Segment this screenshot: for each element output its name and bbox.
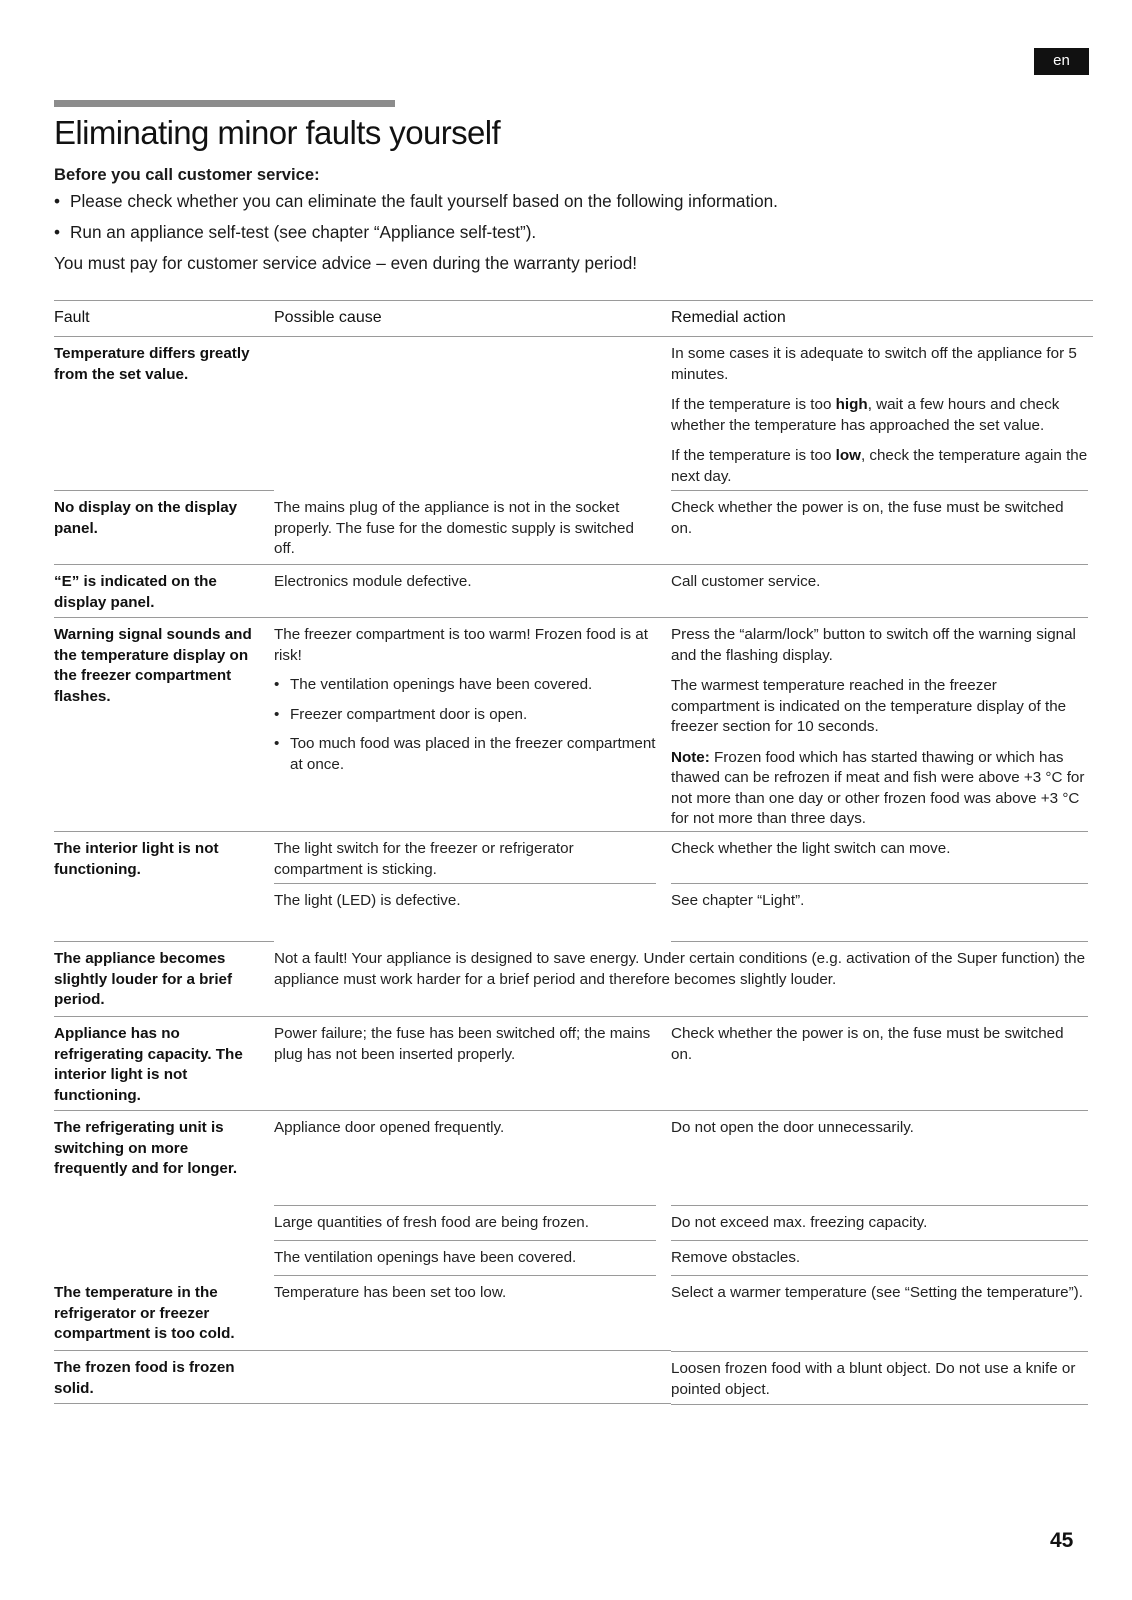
header-action: Remedial action — [671, 309, 786, 327]
cause-text: The light switch for the freezer or refrigerator compartment is sticking. — [274, 832, 656, 884]
action-cell — [671, 832, 1088, 942]
cause-bullet: • Too much food was placed in the freezer compartment at once. — [274, 734, 656, 775]
fault-cell: Warning signal sounds and the temperature display on the freezer compartment flashes. — [54, 618, 274, 832]
action-cell: Loosen frozen food with a blunt object. Do not use a knife or pointed object. — [671, 1351, 1088, 1405]
fault-table — [54, 300, 1093, 1405]
fault-cell: The temperature in the refrigerator or freezer compartment is too cold. — [54, 1276, 274, 1351]
fault-cell: The refrigerating unit is switching on more frequently and for longer. — [54, 1119, 238, 1177]
cause-cell: Power failure; the fuse has been switched off; the mains plug has not been inserted properly. — [274, 1017, 671, 1111]
table-row — [54, 337, 1093, 491]
table-header — [54, 300, 1093, 337]
language-badge: en — [1034, 48, 1089, 75]
fault-cell: The appliance becomes slightly louder for a brief period. — [54, 942, 274, 1017]
table-row — [54, 618, 1093, 832]
cause-cell — [274, 832, 671, 942]
action-text: If the temperature is too low, check the temperature again the next day. — [671, 447, 1088, 485]
cause-cell: Not a fault! Your appliance is designed to save energy. Under certain conditions (e.g. activation of the Super function) the appliance must work harder for a brief period and therefore becomes slightly louder. — [274, 942, 1088, 1017]
fault-cell: Temperature differs greatly from the set value. — [54, 337, 274, 491]
table-row — [54, 491, 1093, 565]
table-row — [54, 832, 1093, 942]
bullet-icon: • — [54, 191, 61, 211]
cause-text: Large quantities of fresh food are being frozen. — [274, 1206, 656, 1241]
action-text: In some cases it is adequate to switch off the appliance for 5 minutes. — [671, 345, 1077, 383]
intro-bullet-text: Run an appliance self-test (see chapter “Appliance self-test”). — [70, 222, 537, 242]
action-cell: Check whether the power is on, the fuse must be switched on. — [671, 491, 1088, 565]
intro-bullet — [54, 190, 1094, 212]
intro-section — [54, 164, 1094, 274]
cause-bullet: • Freezer compartment door is open. — [274, 705, 656, 726]
intro-lead: Before you call customer service: — [54, 165, 320, 184]
cause-bullet: • The ventilation openings have been covered. — [274, 675, 656, 696]
page-number: 45 — [1050, 1529, 1074, 1552]
table-row — [54, 1351, 1093, 1405]
title-rule — [54, 100, 395, 107]
cause-text: The light (LED) is defective. — [274, 892, 461, 909]
cause-text: The ventilation openings have been covered. — [274, 1241, 656, 1276]
bullet-icon: • — [274, 705, 280, 723]
note-text: Note: Frozen food which has started thawing or which has thawed can be refrozen if meat and fish were above +3 °C for not more than one day or other frozen food was above +3 °C for not more than three days. — [671, 748, 1085, 827]
fault-cell: Appliance has no refrigerating capacity. The interior light is not functioning. — [54, 1017, 274, 1111]
cause-cell — [274, 337, 671, 490]
fault-cell: No display on the display panel. — [54, 491, 274, 565]
action-cell — [671, 1111, 1088, 1276]
fault-cell: The interior light is not functioning. — [54, 832, 274, 942]
cause-cell — [274, 618, 671, 832]
action-text: If the temperature is too high, wait a few hours and check whether the temperature has approached the set value. — [671, 396, 1060, 434]
action-cell — [671, 618, 1088, 832]
action-text: Press the “alarm/lock” button to switch off the warning signal and the flashing display. — [671, 626, 1076, 664]
action-text: Do not open the door unnecessarily. — [671, 1111, 1088, 1206]
fault-cell: “E” is indicated on the display panel. — [54, 565, 274, 618]
header-cause: Possible cause — [274, 309, 382, 327]
table-row — [54, 1017, 1093, 1111]
action-text: Remove obstacles. — [671, 1241, 1088, 1276]
cause-cell — [274, 1351, 671, 1404]
header-fault: Fault — [54, 309, 90, 327]
intro-bullet-text: Please check whether you can eliminate the fault yourself based on the following information. — [70, 191, 778, 211]
bullet-icon: • — [274, 735, 280, 752]
action-text: The warmest temperature reached in the freezer compartment is indicated on the temperature display of the freezer section for 10 seconds. — [671, 677, 1067, 735]
cause-cell — [274, 1111, 671, 1276]
bullet-icon: • — [274, 676, 280, 693]
table-row — [54, 1276, 1093, 1351]
table-row — [54, 565, 1093, 618]
page-title: Eliminating minor faults yourself — [54, 114, 501, 151]
cause-cell: Electronics module defective. — [274, 565, 671, 618]
intro-note: You must pay for customer service advice – even during the warranty period! — [54, 253, 638, 273]
cause-text: The freezer compartment is too warm! Frozen food is at risk! — [274, 626, 648, 664]
table-row — [54, 1111, 1093, 1276]
cause-cell: The mains plug of the appliance is not in the socket properly. The fuse for the domestic supply is switched off. — [274, 491, 671, 565]
bullet-icon: • — [54, 222, 61, 242]
action-cell: Check whether the power is on, the fuse must be switched on. — [671, 1017, 1088, 1111]
fault-cell: The frozen food is frozen solid. — [54, 1351, 274, 1404]
action-text: See chapter “Light”. — [671, 892, 805, 909]
action-cell: Select a warmer temperature (see “Setting the temperature”). — [671, 1284, 1083, 1301]
action-text: Do not exceed max. freezing capacity. — [671, 1206, 1088, 1241]
action-cell: Call customer service. — [671, 565, 1088, 618]
cause-text: Appliance door opened frequently. — [274, 1111, 656, 1206]
intro-bullet — [54, 221, 1094, 243]
table-row — [54, 942, 1093, 1017]
action-cell — [671, 337, 1088, 491]
cause-cell: Temperature has been set too low. — [274, 1276, 671, 1351]
action-text: Check whether the light switch can move. — [671, 832, 1088, 884]
